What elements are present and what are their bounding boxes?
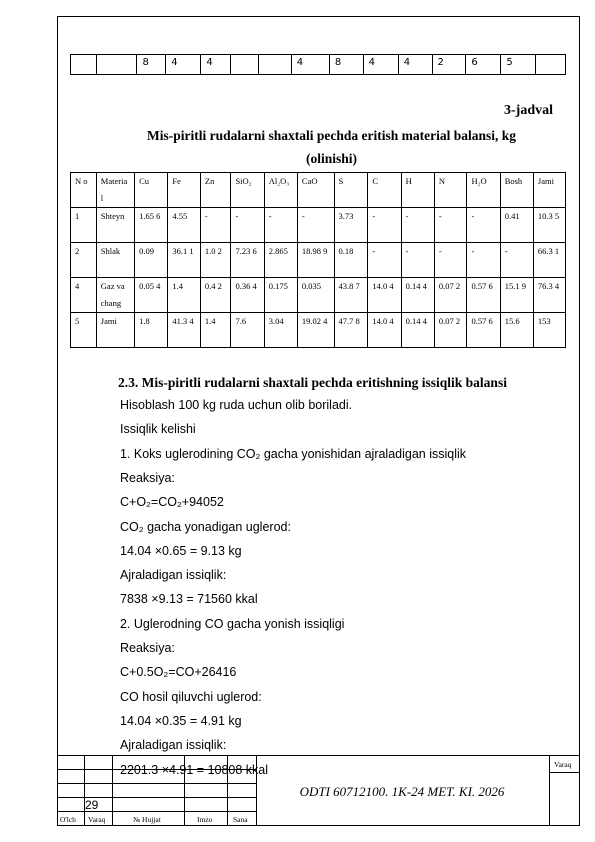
table-cell: 0.05 4	[135, 278, 168, 313]
table-cell: 41.3 4	[168, 313, 201, 348]
table-cell: 7.6	[231, 313, 264, 348]
table-cell: 15.1 9	[500, 278, 533, 313]
text-line: CO hosil qiluvchi uglerod:	[120, 689, 262, 704]
table-cell: 4.55	[168, 208, 201, 243]
table-cell: 7.23 6	[231, 243, 264, 278]
table-cell: 2.865	[264, 243, 297, 278]
table-cell: Shteyn	[96, 208, 134, 243]
table-cell: 1.8	[135, 313, 168, 348]
table-header-cell: N o	[71, 173, 97, 208]
top-row-cell: 2	[432, 55, 466, 75]
table-cell: 1.0 2	[200, 243, 231, 278]
table-cell: 5	[71, 313, 97, 348]
table-cell: 0.57 6	[467, 278, 500, 313]
table-header-cell: C	[368, 173, 401, 208]
text-line: 14.04 ×0.65 = 9.13 kg	[120, 543, 242, 558]
table-cell: -	[467, 243, 500, 278]
table-cell: 43.8 7	[334, 278, 368, 313]
table-cell: 0.14 4	[401, 278, 434, 313]
document-code: ODTI 60712100. 1K-24 MET. KI. 2026	[299, 784, 505, 799]
table-cell: 0.41	[500, 208, 533, 243]
title-block-stamp	[57, 755, 580, 826]
table-cell: -	[368, 243, 401, 278]
table-cell: 0.4 2	[200, 278, 231, 313]
table-header-cell: H₂O	[467, 173, 500, 208]
table-cell: Shlak	[96, 243, 134, 278]
stamp-label-hujjat: № Hujjat	[133, 815, 161, 824]
table-cell: 1.4	[168, 278, 201, 313]
table-cell: 18.98 9	[297, 243, 334, 278]
top-row-cell	[230, 55, 258, 75]
table-cell: -	[434, 208, 467, 243]
table-cell: 66.3 1	[533, 243, 565, 278]
table-cell: -	[200, 208, 231, 243]
material-balance-table	[70, 172, 566, 348]
table-cell: 1	[71, 208, 97, 243]
top-row-cell	[96, 55, 137, 75]
table-cell: 76.3 4	[533, 278, 565, 313]
stamp-label-sana: Sana	[233, 815, 248, 824]
table-cell: -	[297, 208, 334, 243]
top-row-cell	[536, 55, 566, 75]
stamp-label-olch: O'lch	[60, 815, 76, 824]
table-row	[71, 243, 566, 278]
table-cell: -	[368, 208, 401, 243]
table-cell: 14.0 4	[368, 278, 401, 313]
table-cell: 0.07 2	[434, 278, 467, 313]
varaq-label: Varaq	[554, 760, 572, 769]
section-title: 2.3. Mis-piritli rudalarni shaxtali pechda eritishning issiqlik balansi	[118, 375, 507, 390]
table-header-cell: Fe	[168, 173, 201, 208]
table-row	[71, 208, 566, 243]
table-header-cell: N	[434, 173, 467, 208]
table-subtitle: (olinishi)	[305, 151, 357, 166]
text-line: Ajraladigan issiqlik:	[120, 738, 227, 753]
text-line: C+0.5O₂=CO+26416	[120, 665, 237, 680]
table-cell: 15.6	[500, 313, 533, 348]
page-number: 29	[85, 798, 99, 812]
table-cell: 3.73	[334, 208, 368, 243]
table-cell: 14.0 4	[368, 313, 401, 348]
table-header-cell: Al₂O₃	[264, 173, 297, 208]
table-row	[71, 313, 566, 348]
table-cell: 2	[71, 243, 97, 278]
table-cell: -	[467, 208, 500, 243]
table-cell: 36.1 1	[168, 243, 201, 278]
top-row-cell	[259, 55, 292, 75]
top-row-cell: 4	[291, 55, 329, 75]
table-cell: 10.3 5	[533, 208, 565, 243]
table-header-cell: Bosh	[500, 173, 533, 208]
text-line: 14.04 ×0.35 = 4.91 kg	[120, 713, 242, 728]
table-header-cell: SiO₂	[231, 173, 264, 208]
table-cell: 19.02 4	[297, 313, 334, 348]
table-cell: 47.7 8	[334, 313, 368, 348]
table-cell: Gaz va chang	[96, 278, 134, 313]
table-cell: 0.175	[264, 278, 297, 313]
text-line: Reaksiya:	[120, 470, 175, 485]
top-row-cell: 5	[501, 55, 536, 75]
text-line: Hisoblash 100 kg ruda uchun olib boriladi.	[120, 398, 353, 412]
table-cell: -	[231, 208, 264, 243]
stamp-label-varaq: Varaq	[88, 815, 106, 824]
table-header-cell: Jami	[533, 173, 565, 208]
table-cell: 0.57 6	[467, 313, 500, 348]
table-header-cell: Zn	[200, 173, 231, 208]
top-row-cell: 8	[329, 55, 363, 75]
table-cell: 0.36 4	[231, 278, 264, 313]
table-cell: 0.14 4	[401, 313, 434, 348]
text-line: CO₂ gacha yonadigan uglerod:	[120, 519, 291, 534]
table-cell: Jami	[96, 313, 134, 348]
top-row-cell: 6	[466, 55, 501, 75]
table-cell: 4	[71, 278, 97, 313]
table-number: 3-jadval	[504, 103, 553, 118]
table-cell: -	[401, 208, 434, 243]
text-line: 2201.3 ×4.91 = 10808 kkal	[120, 762, 269, 777]
table-cell: 1.4	[200, 313, 231, 348]
table-cell: -	[434, 243, 467, 278]
text-line: Issiqlik kelishi	[120, 422, 196, 437]
text-line: 7838 ×9.13 = 71560 kkal	[120, 592, 258, 607]
table-cell: 0.07 2	[434, 313, 467, 348]
table-header-cell: Cu	[135, 173, 168, 208]
table-cell: 0.035	[297, 278, 334, 313]
table-header-cell: H	[401, 173, 434, 208]
table-header-cell: S	[334, 173, 368, 208]
table-header-cell: CaO	[297, 173, 334, 208]
table-cell: -	[500, 243, 533, 278]
table-cell: -	[264, 208, 297, 243]
text-line: C+O₂=CO₂+94052	[120, 495, 224, 510]
table-cell: -	[401, 243, 434, 278]
table-cell: 153	[533, 313, 565, 348]
text-line: 1. Koks uglerodining CO₂ gacha yonishidan ajraladigan issiqlik	[120, 446, 467, 461]
table-cell: 1.65 6	[135, 208, 168, 243]
top-row-cell: 4	[363, 55, 398, 75]
text-line: 2. Uglerodning CO gacha yonish issiqligi	[120, 616, 345, 631]
table-cell: 3.04	[264, 313, 297, 348]
text-line: Reaksiya:	[120, 641, 175, 655]
table-cell: 0.09	[135, 243, 168, 278]
top-row-cell	[71, 55, 97, 75]
text-line: Ajraladigan issiqlik:	[120, 568, 227, 583]
top-row-cell: 8	[137, 55, 166, 75]
table-title: Mis-piritli rudalarni shaxtali pechda eritish material balansi, kg	[146, 128, 516, 143]
top-table-fragment	[70, 54, 566, 75]
top-row-cell: 4	[201, 55, 230, 75]
stamp-label-imzo: Imzo	[197, 815, 213, 824]
table-row	[71, 278, 566, 313]
table-header-cell: Materia l	[96, 173, 134, 208]
top-row-cell: 4	[166, 55, 201, 75]
top-row-cell: 4	[398, 55, 432, 75]
table-cell: 0.18	[334, 243, 368, 278]
